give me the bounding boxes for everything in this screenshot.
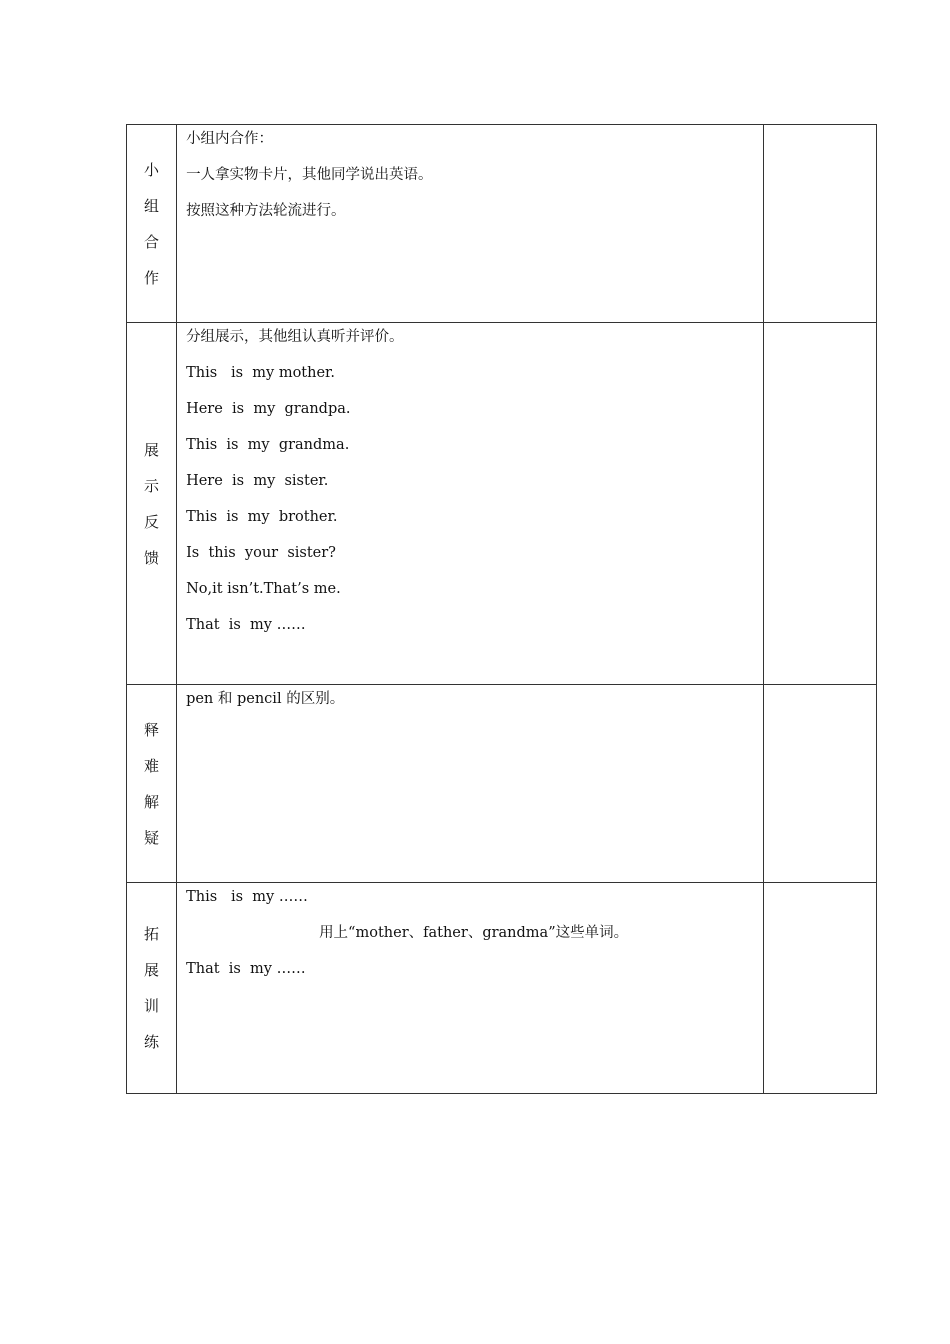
- content-line: 用上“mother、father、grandma”这些单词。: [319, 925, 629, 941]
- content-line: 分组展示，其他组认真听并评价。: [186, 329, 404, 345]
- section-label-char: 解: [144, 792, 160, 811]
- section-label-char: 疑: [144, 828, 160, 847]
- notes-cell: [763, 685, 876, 883]
- section-label-char: 小: [144, 160, 160, 179]
- content-line: This is my ……: [186, 889, 308, 905]
- section-label-group-work: [127, 125, 177, 323]
- table-row-presentation: [127, 323, 877, 685]
- section-content-presentation: [177, 323, 764, 685]
- section-label-char: 难: [144, 756, 160, 775]
- table-row-difficulties: [127, 685, 877, 883]
- content-line: This is my grandma.: [186, 437, 350, 453]
- section-label-char: 反: [144, 512, 160, 531]
- section-label-char: 示: [144, 476, 160, 495]
- table-row-group-work: [127, 125, 877, 323]
- section-label-char: 馈: [144, 548, 160, 567]
- content-line: Here is my sister.: [186, 473, 329, 489]
- content-line: Here is my grandpa.: [186, 401, 351, 417]
- section-content-extension: [177, 883, 764, 1094]
- section-label-char: 释: [144, 720, 160, 739]
- section-label-char: 练: [144, 1033, 160, 1051]
- notes-cell: [763, 883, 876, 1094]
- content-line: Is this your sister?: [186, 545, 336, 561]
- content-line: This is my brother.: [186, 509, 338, 525]
- section-label-char: 拓: [144, 925, 160, 943]
- content-line: 小组内合作：: [186, 131, 274, 147]
- notes-cell: [763, 125, 876, 323]
- lesson-plan-table: [126, 124, 877, 1094]
- section-content-difficulties: [177, 685, 764, 883]
- content-line: That is my ……: [186, 617, 306, 633]
- table-row-extension: [127, 883, 877, 1094]
- section-label-char: 作: [144, 268, 160, 287]
- section-label-difficulties: [127, 685, 177, 883]
- notes-cell: [763, 323, 876, 685]
- section-label-char: 展: [144, 440, 160, 459]
- section-label-char: 组: [144, 196, 160, 215]
- section-content-group-work: [177, 125, 764, 323]
- section-label-extension: [127, 883, 177, 1094]
- content-line: 按照这种方法轮流进行。: [186, 203, 346, 219]
- section-label-char: 展: [144, 961, 160, 979]
- section-label-presentation: [127, 323, 177, 685]
- content-line: This is my mother.: [186, 365, 335, 381]
- content-line: No,it isn’t.That’s me.: [186, 581, 341, 597]
- section-label-char: 训: [144, 997, 160, 1015]
- content-line: pen 和 pencil 的区别。: [186, 691, 345, 707]
- content-line: 一人拿实物卡片，其他同学说出英语。: [186, 167, 433, 183]
- section-label-char: 合: [144, 232, 160, 251]
- content-line: That is my ……: [186, 961, 306, 977]
